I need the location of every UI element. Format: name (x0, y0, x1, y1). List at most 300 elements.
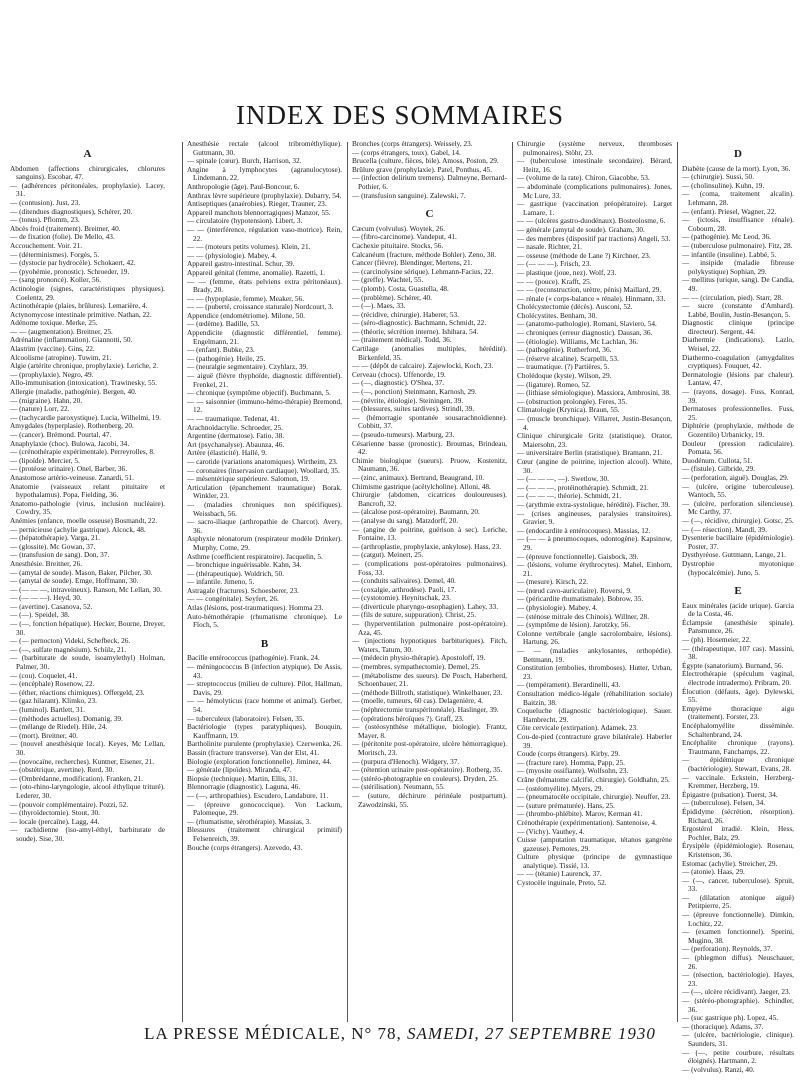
index-entry: Asphyxie néonatorum (respirateur modèle Drinker). Murphy, Cotne, 29. (187, 534, 342, 552)
index-entry: — (sténose mitrale des Chinois). Willner, 28. (517, 611, 650, 621)
index-entry: — (novocaïne, recherches). Kuntner, Eisener, 21. (10, 756, 155, 766)
index-entry: Anastomose artério-veineuse. Zanardi, 51. (10, 472, 135, 482)
index-entry: — (— — —, intraveineux). Ranson, Mc Lellan, 30. (10, 584, 162, 594)
index-entry: — (—, ulcère récidivant). Jaeger, 23. (682, 987, 791, 997)
index-entry: — (atonie). Haas, 29. (682, 867, 745, 877)
index-entry: Alastrim (vaccine). Gins, 22. (10, 344, 95, 354)
index-entry: — (ulcère, bactériologie, clinique). Saunders, 31. (682, 1030, 794, 1048)
index-entry: Anesthésie. Breitner, 26. (10, 558, 83, 568)
footer-number: N° 78, (351, 1024, 402, 1043)
index-entry: — (suture prématurée). Hans, 25. (517, 800, 615, 810)
index-entry: — (pyohémie, pronostic). Schroeder, 19. (10, 266, 130, 276)
index-entry: — — (pouce). Krafft, 25. (517, 276, 592, 286)
index-entry: Anthropologie (âge). Paul-Boncour, 6. (187, 181, 300, 191)
index-entry: — (—, fonction hépatique). Hecker, Bourne, Dreyer, 30. (10, 619, 165, 637)
index-entry: — (—, ponction) Steinmann, Karnosh, 29. (352, 387, 477, 397)
index-entry: — (obstruction prolongée). Feres, 35. (517, 396, 628, 406)
index-entry: — (thérapeutique, 107 cas). Massini, 38. (682, 643, 794, 662)
index-entry: — (thrombo-phlébite). Marov, Kerman 41. (517, 809, 643, 819)
index-entry: — (avertine). Casanova, 52. (10, 601, 93, 611)
index-entry: Épididyme (sécrétion, résorption). Richard, 26. (682, 806, 794, 825)
index-entry: — (pathogénie). Mc Leod, 36. (682, 232, 771, 242)
index-entry: — (— — —, protéinothérapie). Schmidt, 21. (517, 482, 649, 492)
index-entry: — (angine de poitrine, guérison à sec). Leriche, Fontaine, 13. (352, 524, 507, 543)
index-entry: — (migraine). Hahn, 20. (10, 395, 83, 405)
index-entry: Appendicite (diagnostic différentiel, femme). Engelmann, 21. (187, 328, 342, 346)
index-entry: Actinothérapie (plaies, brûlures). Lemarière, 4. (10, 301, 148, 311)
index-entry: — carotide (variations anatomiques). Wirtheim, 23. (187, 456, 338, 466)
index-entry: — bronchique inguérissable. Kahn, 34. (187, 560, 302, 570)
index-entry: — (enfant). Bubke, 23. (187, 345, 255, 355)
index-entry: Atlas (lésions, post-traumatiques). Homma 23. (187, 603, 324, 613)
index-entry: — (arthroplastie, prophylaxie, ankylose). Hass, 23. (352, 541, 502, 551)
index-entry: Biologie (exploration fonctionnelle). Jiminez, 44. (187, 756, 332, 766)
index-entry: — (—, récidive, chirurgie). Gotsc, 25. (682, 515, 794, 525)
index-entry: — — (reconstruction, urètre, pénis) Maillard, 29. (517, 285, 662, 295)
index-entry: — (zinc, animaux). Bertrand, Beaugrand, 10. (352, 472, 485, 482)
index-entry: Astragale (fractures). Schoesberer, 23. (187, 585, 299, 595)
index-entry: — (ligature). Romeo, 52. (517, 379, 591, 389)
index-entry: — — traumatique. Tedenat, 41. (187, 414, 280, 423)
index-entry: Cuisse (amputation traumatique, tétanos gangrène gazeuse). Pernotes, 29. (517, 835, 672, 853)
section-letter: B (260, 637, 269, 650)
index-entry: — (conduits salivaires). Demel, 40. (352, 576, 456, 586)
index-entry: — (thyroïdectomie). Stout, 30. (10, 808, 100, 818)
index-entry: — (crénothérapie expérimentale). Perreyrolles, 8. (10, 447, 155, 457)
index-entry: — (épreuve gonococcique). Von Lackum, Palomeque, 29. (187, 799, 342, 818)
index-entry: — (réserve alcaline). Scarpelli, 53. (517, 353, 619, 363)
index-entry: — (métabolisme des sueurs). De Posch, Haberherd, Schoenbauer, 21. (352, 670, 507, 689)
index-entry: — (lésions, volume érythrocytes). Mahel, Einhorn, 21. (517, 560, 672, 578)
index-entry: — spinale (cœur). Burch, Harrison, 32. (187, 156, 302, 166)
index-entry: — (—, cancer, tuberculose). Spruit, 33. (682, 875, 794, 894)
index-entry: — — congénitale). Seyfert, 26. (187, 594, 279, 604)
index-entry: — — (puberté, croissance staturale) Nordcourt, 3. (187, 302, 334, 312)
index-entry: — osseuse (méthode de Lane ?) Kirchner, 23. (517, 250, 651, 260)
index-entry: — (encéphale) Rosenow, 22. (10, 679, 95, 689)
index-entry: Blennorragie (diagnostic). Laguna, 46. (187, 782, 301, 792)
index-entry: — (— — —, théorie). Schmidt, 21. (517, 491, 622, 501)
index-entry: — (transfusion sanguine). Zalewski, 7. (352, 190, 466, 200)
index-entry: Argentine (dermatose). Fatio, 38. (187, 431, 285, 441)
index-entry: — (pouvoir complémentaire). Pozzi, 52. (10, 799, 129, 809)
index-entry: Colonne vertébrale (angle sacrolombaire, lésions). Hartung, 26. (517, 628, 672, 647)
index-entry: Césarienne basse (pronostic). Broumas, Brindeau, 42. (352, 438, 507, 457)
index-entry: — (—). Maes, 33. (352, 301, 406, 311)
index-entry: — aiguë (fièvre thyphoïde, diagnostic différentiel). Frenkel, 21. (187, 371, 342, 389)
index-entry: — sucre (constante d'Ambard). Labbé, Boulin, Justin-Besançon, 5. (682, 301, 794, 319)
index-entry: Artère (élasticité). Hallé, 9. (187, 448, 267, 458)
index-entry: — (ostéomyélite). Myers, 29. (517, 783, 604, 793)
index-entry: Angine à lymphocytes (agranulocytose). Lindemann, 22. (187, 164, 342, 183)
index-entry: Cerveau (chocs). Uffenorde, 19. (352, 369, 446, 379)
index-entry: Clinique chirurgicale Gritz (statistique). Orator, Maiersohn, 23. (517, 431, 672, 449)
index-entry: — (crises angineuses, paralysies transitoires). Gravier, 9. (517, 508, 672, 527)
index-entry: — (nature) Lorr, 22. (10, 404, 70, 414)
index-entry: — (contusion). Just, 23. (10, 197, 81, 207)
index-entry: Allergie (maladie, pathogénie). Bergen, 40. (10, 387, 137, 397)
index-entry: — abdominale (complications pulmonaires). Jones, Mc Lure, 33. (517, 181, 672, 200)
index-entry: — (thoracique). Adams, 37. (682, 1021, 764, 1031)
index-entry: — (hyperventilation pulmonaire post-opératoire). Aza, 45. (352, 619, 507, 637)
index-entry: — coronaires (inservasion cardiaque). Woollard, 35. (187, 465, 340, 475)
index-entry: — mellitus (urique, sang). De Candia, 49. (682, 275, 794, 293)
index-entry: — (lipoïde). Mercier, 5. (10, 455, 80, 465)
index-entry: — nasale. Richter, 21. (517, 242, 582, 252)
index-entry: — (fibro-carcinome). Vandeput, 41. (352, 232, 457, 242)
index-entry: Cholécystectomie (décès). Ausconi, 52. (517, 302, 633, 312)
index-entry: — méningococcus B (infection atypique). De Assis, 43. (187, 662, 342, 680)
index-entry: — des membres (dispositif par tractions) Angeli, 53. (517, 233, 671, 243)
index-entry: Duodénum. Cullota, 51. (682, 455, 753, 465)
index-entry: — (infection delirium tremens). Dalmeyne, Bernard-Pothier, 6. (352, 173, 507, 191)
index-entry: — (membres, sympathectomie). Demel, 25. (352, 662, 481, 672)
index-entry: — (mesure). Kirsch, 22. (517, 577, 588, 587)
column-divider (347, 142, 348, 1022)
index-entry: Chirurgie (abdomen, cicatrices douloureuses). Bancroft, 32. (352, 490, 507, 508)
index-entry: — (tuberculose). Felsen, 34. (682, 798, 766, 808)
index-entry: — (rétention urinaire post-opératoire). Rotberg, 35. (352, 765, 503, 775)
index-entry: — (—, sulfate magnésium). Schülz, 21. (10, 644, 127, 654)
index-entry: Adrénaline (inflammation). Giannotti, 50. (10, 335, 133, 345)
index-entry: Égypte (sanatorium). Burnand, 56. (682, 660, 784, 670)
index-entry: — (séro-diagnostic). Bachmann, Schmidt, 22. (352, 318, 487, 328)
index-entry: — (anatomo-pathologie). Romani, Slaviero, 54. (517, 319, 657, 329)
index-entry: Anémies (enfance, moelle osseuse) Bosmandt, 22. (10, 515, 158, 525)
index-entry: Cartilage (anomalies multiples, hérédité). Birkenfeld, 35. (352, 344, 507, 362)
index-entry: — (problème). Schérer, 40. (352, 292, 432, 302)
footer-journal: LA PRESSE MÉDICALE, (144, 1024, 346, 1043)
index-entry: — (tuberculose intestinale secondaire). Bérard, Heitz, 16. (517, 156, 672, 174)
index-entry: — (— — à pneumocoques, odontogène). Kapsinow, 29. (517, 534, 672, 552)
index-entry: Côte cervicale (extirpation). Adamek, 23. (517, 723, 638, 733)
index-entry: Bassin (fracture transverse). Van der Elst, 41. (187, 747, 320, 757)
index-entry: — insipide (maladie fibreuse polykystique) Sophian, 29. (682, 258, 794, 276)
index-entry: Chimisme gastrique (acétylcholine). Alloni, 48. (352, 481, 491, 491)
index-entry: Anatomo-pathologie (virus, inclusion nucléaire). Cowdry, 35. (10, 498, 165, 517)
index-entry: — (fracture rare). Homma, Papp, 25. (517, 757, 625, 767)
index-entry: Diagnostic clinique (principe directeur). Sergent, 44. (682, 318, 794, 336)
index-entry: Consultation médico-légale (réhabilitation sociale) Baitzin, 38. (517, 689, 672, 707)
index-entry: — (diverticule pharyngo-œsophagien). Lahey, 33. (352, 601, 499, 611)
index-entry: — (thérapeutique). Woldrich, 50. (187, 568, 284, 578)
index-entry: — (volvulus). Ranzi, 40. (682, 1064, 755, 1074)
index-entry: — (péricardite rhumatismale). Bobrow, 35. (517, 594, 644, 604)
index-entry: Appareil manchots blennorragiques) Manzor, 55. (187, 207, 331, 217)
index-entry: Bronches (corps étrangers). Weissely, 23. (352, 139, 473, 148)
index-entry: Crâne (hématome calcifié, chirurgie). Goldhahn, 25. (517, 774, 670, 784)
index-entry: — (corps étrangers, toux). Gabel, 14. (352, 147, 461, 157)
index-entry: Appareil gastro-intestinal. Schur, 39. (187, 259, 295, 269)
index-entry: — (dystocie par hydrocèle). Schokaert, 42. (10, 258, 136, 268)
section-letter: A (83, 148, 92, 160)
index-entry: — rachidienne (iso-amyl-éthyl, barbiturate de soude). Sise, 30. (10, 825, 165, 843)
index-entry: Actinologie (signes, caractéristiques physiques). Coelentz, 29. (10, 283, 165, 302)
index-entry: — (carcinolysine sérique). Lehmann-Facius, 22. (352, 266, 494, 276)
index-entry: — (ph). Hosemeier, 22. (682, 635, 752, 645)
index-entry: — plastique (joue, nez). Wolf, 23. (517, 267, 617, 277)
index-entry: — (— résection). Mandl, 39. (682, 524, 767, 534)
index-entry: — chronique (symptôme objectif). Buchmann, 5. (187, 388, 331, 398)
column-divider (512, 142, 513, 1022)
index-entry: — vaccinale. Eckstein, Herzberg-Kremmer, Herzberg, 19. (682, 772, 794, 791)
index-entry: Érysipèle (épidémiologie). Rosenau, Kristenson, 36. (682, 841, 794, 859)
index-entry: — — (moteurs petits volumes). Klein, 21. (187, 242, 311, 252)
index-entry: — — (physiologie). Mabey, 4. (187, 250, 277, 260)
index-entry: — (pathogénie). Rutherford, 36. (517, 345, 612, 355)
index-entry: Diathermie (indications). Lazlo, Weisel, 22. (682, 335, 794, 354)
index-entry: — (— — —). Frisch, 23. (517, 259, 592, 269)
index-entry: Arachnoïdactylie. Schroeder, 25. (187, 422, 283, 432)
index-entry: Eaux minérales (acide urique). Garcia de la Costa, 46. (682, 600, 794, 619)
index-entry: — (maladies chroniques non spécifiques). Weissbach, 56. (187, 499, 342, 518)
index-entry: — (pneumatocèle occipitale, chirurgie). Neuffer, 23. (517, 792, 671, 802)
index-entry: Bouche (corps étrangers). Azevedo, 43. (187, 842, 303, 852)
index-entry: — (— — —). Heyd, 30. (10, 593, 82, 603)
index-entry: Bartholinite purulente (prophylaxie). Czerwenka, 26. (187, 739, 343, 749)
index-entry: Dysthyréose. Guttmann, Lange, 21. (682, 550, 786, 560)
index-entry: — — (interférence, régulation vaso-motrice). Rein, 22. (187, 224, 342, 243)
index-entry: — (complications post-opératoires pulmonaires). Foss, 33. (352, 558, 507, 577)
index-entry: Estomac (achylie). Streicher, 29. (682, 858, 778, 868)
index-entry: — — (femme, états pelviens extra péritonéaux). Brady, 20. (187, 276, 342, 295)
index-entry: — générale (lipoïdes). Miranda, 47. (187, 765, 292, 775)
index-entry: — (fistule). Gilbride, 29. (682, 464, 755, 474)
index-entry: Empyème thoracique aigu (traitement). Forster, 23. (682, 703, 794, 722)
index-entry: Élocution (défauts, âge). Dylewski, 55. (682, 686, 794, 705)
index-entry: — (ulcère, perforation silencieuse). Mc Carthy, 37. (682, 498, 794, 517)
index-entry: — (examen fonctionnel). Sperini, Mugino, 38. (682, 927, 794, 945)
index-entry: — (mort). Breitner, 40. (10, 730, 78, 740)
index-entry: Anesthésie rectale (alcool tribrométhylique). Guttmann, 30. (187, 139, 342, 157)
index-entry: — (épreuve fonctionnelle). Dimkin, Lochitz, 22. (682, 910, 794, 928)
index-entry: — (symptôme de lésion). Jarotzky, 56. (517, 620, 631, 630)
index-entry: — (cystotomie). Heynitschak, 23. (352, 593, 451, 603)
index-entry: — (pathogénie). Heile, 25. (187, 353, 266, 363)
index-entry: — (moelle, tumeurs, 60 cas). Delagenière, 4. (352, 696, 484, 706)
index-column-1 (10, 140, 165, 844)
index-entry: — (plomb). Costa, Guastella, 48. (352, 283, 449, 293)
index-entry: Anthrax lèvre supérieure (prophylaxie). Dubarry, 54. (187, 190, 342, 200)
index-entry: — (déterminismes). Forgès, 5. (10, 249, 100, 259)
index-entry: — (hépatothérapie). Varga, 21. (10, 533, 101, 543)
index-entry: — (injections hypnotiques barbituriques). Fitch, Waters, Tatum, 30. (352, 636, 507, 654)
index-entry: — (arythmie extra-systolique, hérédité). Fischer, 39. (517, 499, 671, 509)
index-entry: Chimie biologique (sueurs). Pruow, Kostenitz, Naumann, 36. (352, 455, 507, 474)
index-entry: Dermatologie (lésions par chaleur). Lantaw, 47. (682, 369, 794, 388)
column-divider (677, 142, 678, 1022)
index-entry: Constitution (embolies, thromboses). Hutter, Urban, 23. (517, 663, 672, 681)
index-entry: — (épreuve fonctionnelle). Gaisbock, 39. (517, 551, 639, 561)
index-entry: — (nœud cavo-auriculaire). Roversi, 9. (517, 585, 632, 595)
index-entry: — — (dépôt de calcaire). Zajewlocki, Koch, 23. (352, 361, 494, 371)
index-entry: — (rhumatisme, sérothérapie). Massias, 3. (187, 816, 312, 826)
index-entry: Cœur (angine de poitrine, injection alcool). White, 30. (517, 456, 672, 475)
index-entry: — (ostéosynthèse métallique, biologie). Frantz, Mayer, 8. (352, 722, 507, 740)
index-column-5 (682, 140, 794, 1074)
index-entry: — épidémique chronique (bactériologie). Stewart, Evans, 28. (682, 755, 794, 773)
index-entry: — (tonus). Pflomm, 23. (10, 215, 80, 225)
index-entry: — chroniques (erreur diagnostic). Dausan, 36. (517, 328, 653, 338)
index-entry: Actynomycose intestinale primitive. Nathan, 22. (10, 309, 152, 319)
index-entry: — (adhérences péritonéales, prophylaxie). Lacey, 31. (10, 180, 165, 199)
index-entry: — (luminol). Bartlett, 31. (10, 705, 85, 714)
index-entry: — (—, petite courbure, résultats éloignés). Hartmann, 2. (682, 1047, 794, 1066)
index-entry: — (—, diagnostic). O'Shea, 37. (352, 378, 445, 388)
index-entry: Art (psychanalyse). Abaunza, 46. (187, 439, 285, 449)
index-entry: Coqueluche (diagnostic bactériologique). Sauer. Hambrecht, 29. (517, 706, 672, 724)
index-entry: — (alcalose post-opératoire). Baumann, 20. (352, 507, 480, 517)
section-letter: D (734, 148, 742, 160)
index-entry: — (cou). Coquelet, 41. (10, 670, 78, 680)
index-entry: Crénothérapie (expérimentation). Santenoise, 4. (517, 817, 657, 827)
index-entry: Articulation (épanchement traumatique) Borak. Winkler, 23. (187, 482, 342, 501)
index-entry: — sacro-iliaque (arthropathie de Charcot). Avery, 36. (187, 517, 342, 535)
index-entry: — (méthodes actuelles). Domanig, 39. (10, 713, 123, 723)
index-entry: — (hémorragie spontanée sousarachnoïdienne). Cobbitt, 37. (352, 412, 507, 431)
index-entry: — de fixation (folie). De Mello, 43. (10, 232, 115, 242)
index-entry: — rénale (« corps-balance » rénale). Hinmann, 33. (517, 293, 666, 303)
index-entry: — (obstétrique, avertine). Rerd, 30. (10, 765, 115, 775)
index-entry: — (nouvel anesthésique local). Keyes, Mc Lellan, 30. (10, 739, 165, 757)
index-entry: — universitaire Berlin (statistique). Bramann, 21. (517, 448, 663, 458)
index-entry: Cystocèle inguinale, Preto, 52. (517, 878, 607, 888)
index-entry: — (suc gastrique ph). Lopez, 45. (682, 1013, 779, 1023)
index-entry: Encéphalomyélite disséminée. Schaltenbrand, 24. (682, 721, 794, 739)
index-entry: — (—). Speidel, 38. (10, 610, 70, 620)
index-entry: — (barbiturate de soude, isoamylethyl) Holman, Palmer, 30. (10, 653, 165, 672)
section-letter: C (425, 208, 434, 221)
index-entry: — (péritonite post-opératoire, ulcère hémorragique). Moritsch, 23. (352, 739, 507, 757)
index-entry: — mésentérique supérieure. Salomon, 19. (187, 474, 310, 484)
index-entry: — — (circulation, pied). Starr, 28. (682, 292, 783, 302)
index-entry: — (analyse du sang). Matzdorff, 20. (352, 515, 459, 525)
index-entry: Anaphylaxie (choc). Bulowa, Jacobi, 34. (10, 438, 130, 448)
index-entry: — (œdème). Badille, 53. (187, 319, 260, 329)
index-entry: — (suture, déchirure périnéale postpartum). Zawodzinski, 55. (352, 790, 507, 809)
index-entry: — (récidive, chirurgie). Haberer, 53. (352, 309, 459, 319)
index-entry: — — (maladies ankylosantes, orthopédie). Bettmann, 19. (517, 646, 672, 664)
index-entry: — (purpura d'Henoch). Widgery, 37. (352, 756, 460, 766)
index-entry: — (transfusion de sang). Don, 37. (10, 550, 110, 560)
index-entry: — infantile (insuline). Labbé, 5. (682, 249, 777, 259)
index-entry: — (perforation, aiguë). Douglas, 29. (682, 472, 789, 482)
index-entry: Abdomen (affections chirurgicales, chlorures sanguins). Escobar, 47. (10, 163, 165, 182)
section-letter: E (734, 585, 742, 598)
index-entry: — (glossite). Mc Gowan, 37. (10, 541, 96, 551)
index-entry: Abcès froid (traitement). Breitner, 40. (10, 223, 121, 233)
index-entry: — (gaz hilarant). Klimko, 23. (10, 696, 97, 706)
index-entry: — (dilatation atonique aiguë) Petitpierre, 25. (682, 892, 794, 911)
index-entry: — streptococcus (milieu de culture). Pilot, Hallman, Davis, 29. (187, 679, 342, 697)
index-entry: Allo-immunisation (intoxication). Trawinesky, 55. (10, 378, 158, 388)
index-entry: Adénome toxique. Merke, 25. (10, 318, 98, 328)
index-entry: — — (hypoplasie, femme). Meaker, 56. (187, 293, 305, 303)
index-entry: Dystrophie myotonique (hypocalcémie). Juno, 5. (682, 558, 794, 577)
index-entry: — gastrique (vaccination préopératoire). Larget Lamare, 1. (517, 199, 672, 217)
index-entry: — (endocardite à entérocoques). Massias, 12. (517, 525, 651, 535)
index-entry: Épigastre (pulsation). Tuerst, 34. (682, 789, 778, 799)
index-entry: — (coma, traitement alcalin). Lehmann, 28. (682, 189, 794, 207)
index-entry: — (greffe). Wachtel, 55. (352, 275, 424, 285)
index-entry: Ergostérol irradié. Klein, Hess, Pochler, Balz, 29. (682, 824, 794, 842)
index-entry: — (protéose urinaire). Onel, Barber, 36. (10, 464, 128, 474)
index-entry: — (— pernocton) Videki, Schefbeck, 26. (10, 636, 131, 646)
index-entry: Alcoolisme (atropine). Tuwim, 21. (10, 352, 112, 362)
index-entry: Dermatoses professionnelles. Fuss, 25. (682, 404, 794, 422)
index-entry: — (—, arthropathies). Escudero, Landabure, 11. (187, 790, 329, 800)
index-entry: — (stéréo-photographie). Schindler, 36. (682, 996, 794, 1014)
index-entry: — (phlegmon diffus). Neuschauer, 26. (682, 953, 794, 971)
index-entry: Amygdales (hyperplasie). Rothenberg, 20. (10, 421, 134, 431)
index-entry: Éclampsie (anesthésie spinale). Pansmunce, 26. (682, 617, 794, 636)
index-entry: Coude (corps étrangers). Kirby, 29. (517, 749, 621, 759)
index-entry: — (chirurgie). Sussi, 50. (682, 172, 755, 182)
index-entry: Antiseptiques (anaérobies). Rieger, Trauner, 23. (187, 199, 327, 209)
index-entry: — générale (amytal de soude). Graham, 30. (517, 224, 645, 234)
index-entry: — (médecin physio-thérapie). Apostoloff, 19. (352, 653, 486, 663)
index-entry: — (enfant). Priesel, Wagner, 22. (682, 206, 777, 216)
column-divider (182, 142, 183, 1022)
index-entry: Calcanéum (fracture, méthode Bohler). Zeno, 38. (352, 249, 497, 259)
index-entry: — (rayons, dosage). Fuss, Konrad, 39. (682, 387, 794, 405)
index-entry: — (névrite, étiologie). Steiningen, 39. (352, 395, 464, 405)
index-entry: — (amytal de soude). Mason, Baker, Pilcher, 30. (10, 567, 153, 577)
index-entry: — (mélange de Riedel). Hile, 24. (10, 722, 108, 732)
index-entry: — (pseudo-tumeurs). Marburg, 23. (352, 430, 455, 439)
index-entry: Cachexie pituitaire. Stocks, 56. (352, 240, 444, 250)
index-entry: — (sang prononcé). Koller, 56. (10, 275, 102, 285)
index-entry: — (physiologie). Mabey, 4. (517, 603, 598, 613)
index-entry: — (perforation). Reynolds, 37. (682, 944, 773, 954)
index-entry: Culture physique (principe de gymnastique analytique). Tissié, 13. (517, 852, 672, 870)
page-title: INDEX DES SOMMAIRES (235, 100, 565, 130)
index-entry: Anatomie (vaisseaux relant pituitaire et hypothalamus). Popa, Fielding, 36. (10, 481, 165, 500)
index-entry: — — (augmentation). Breitner, 25. (10, 326, 113, 336)
index-entry: — (Ombrédanne, modification). Franken, 21. (10, 773, 143, 783)
index-entry: — (catgut). Meinert, 25. (352, 550, 424, 560)
index-entry: — (stéréo-photographie en couleurs). Dryden, 25. (352, 773, 498, 783)
index-entry: Biopsie (technique). Martin, Ellis, 31. (187, 773, 298, 783)
index-entry: — (méthode Billroth, statistique). Winkelbauer, 23. (352, 687, 503, 697)
index-entry: — (muscle bronchique). Villarret, Justin-Besançon, 4. (517, 414, 672, 432)
index-entry: Cholécystites. Benham, 30. (517, 310, 598, 320)
index-entry: — (cancer). Brémond. Pourtal, 47. (10, 430, 112, 439)
index-entry: — (myosite ossifiante). Wolfsohn, 23. (517, 766, 629, 776)
index-entry: — (éther, réactions chimiques). Offergeld, 23. (10, 687, 145, 697)
index-entry: Appendice (endométriome). Milone, 50. (187, 310, 305, 320)
index-entry: Diabète (cause de la mort). Lyon, 36. (682, 163, 791, 173)
index-entry: — (théorie, sécrétion interne). Ishihara, 54. (352, 326, 479, 336)
index-entry: — infantile. Jimeno, 5. (187, 577, 255, 587)
index-entry: — tuberculeux (laboratoire). Felsen, 35. (187, 713, 305, 723)
index-entry: — — (tétanie) Laurenck, 37. (517, 869, 602, 879)
index-entry: Auto-hémothérapie (rhumatisme chronique). Le Floch, 5. (187, 611, 342, 630)
index-column-3 (352, 140, 507, 809)
index-entry: Blessures (traitement chirurgical primitif) Felsenreich, 39. (187, 825, 342, 843)
index-entry: — (étiologie). Williams, Mc Lachlan, 36. (517, 336, 638, 346)
index-entry: Électrothérapie (spéculum vaginal, électrode intradermo). Pribram, 20. (682, 669, 794, 688)
journal-footer (140, 1024, 660, 1044)
index-entry: Cæcum (volvulus). Woytek, 26. (352, 223, 445, 233)
index-entry: Bactériologie (types paratyphiques). Bouquin, Kauffmann, 19. (187, 722, 342, 740)
index-entry: — (fils de suture, suppuration). Christ, 25. (352, 610, 477, 620)
index-entry: — (ditendues diagnostiques), Schérer, 20. (10, 206, 133, 216)
index-entry: — (tempérament). Berardinelli, 43. (517, 680, 621, 690)
index-entry: — (opérations héroïques ?). Graff, 23. (352, 713, 464, 723)
index-entry: — (lithiase sémiologique). Massiora, Ambrosini, 38. (517, 388, 671, 398)
index-entry: — (— — —, —). Swetlow, 30. (517, 474, 609, 484)
